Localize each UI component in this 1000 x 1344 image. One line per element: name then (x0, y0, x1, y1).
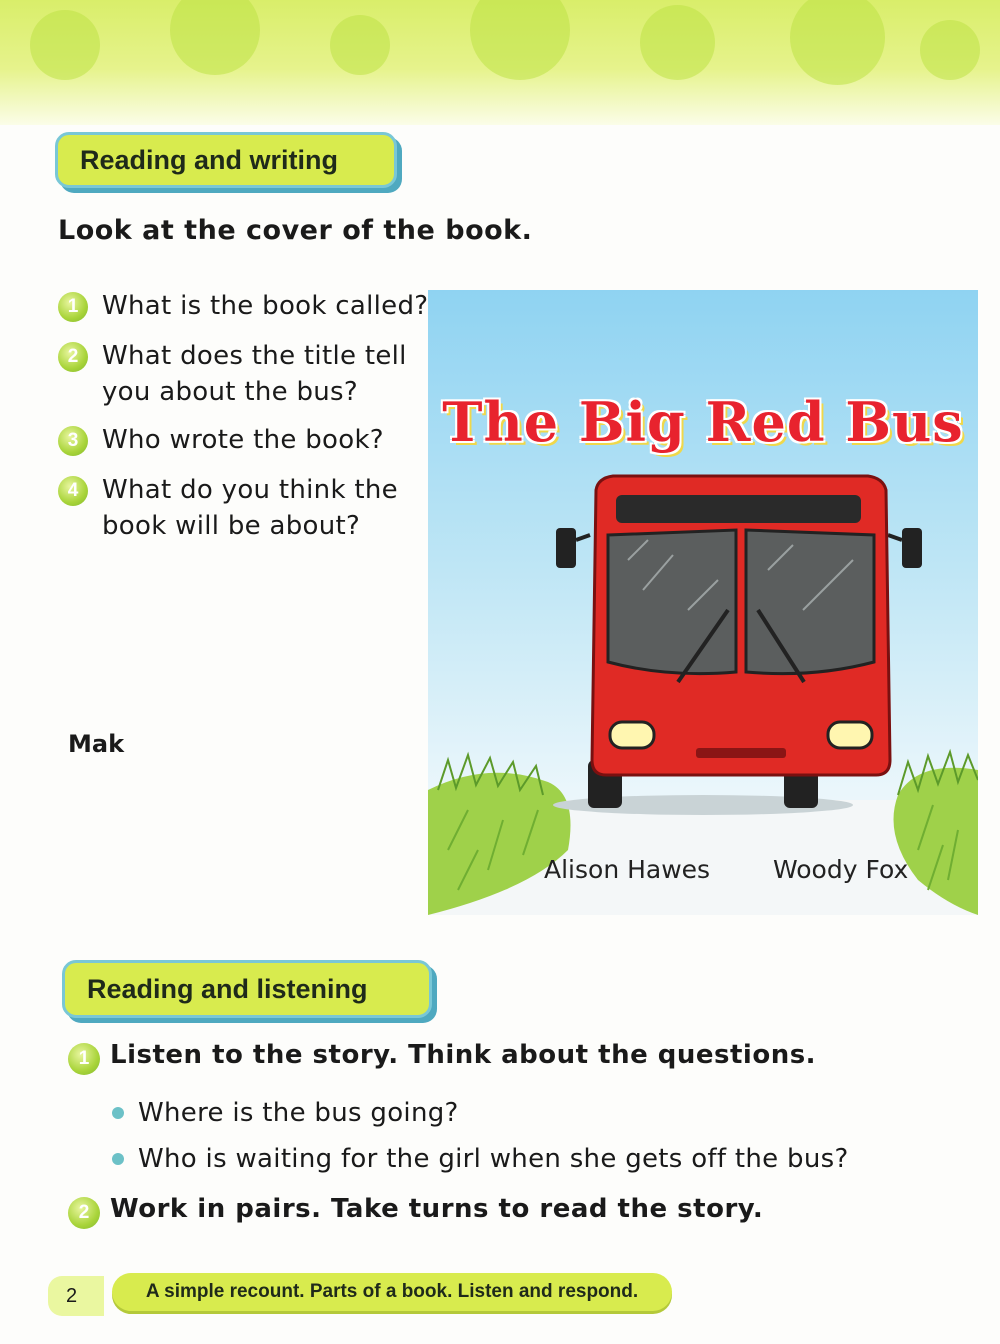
book-cover (428, 290, 978, 915)
footer-caption-text: A simple recount. Parts of a book. Listen and respond. (145, 1281, 639, 1302)
question-line: What does the title tell (102, 341, 407, 371)
footer-caption (112, 1273, 672, 1311)
page-number: 2 (48, 1276, 104, 1316)
decorative-bubble (790, 0, 885, 85)
decorative-bubble (920, 20, 980, 80)
bullet-question-1: Where is the bus going? (138, 1098, 459, 1128)
section-heading-reading-listening (62, 960, 432, 1018)
bullet-question-2: Who is waiting for the girl when she gets off the bus? (138, 1144, 849, 1174)
question-number-badge: 4 (58, 476, 88, 506)
section-heading-label: Reading and listening (87, 973, 368, 1004)
left-mirror (556, 528, 576, 568)
front-grille (696, 748, 786, 758)
decorative-bubble (330, 15, 390, 75)
right-headlight (828, 722, 872, 748)
windscreen-left (608, 530, 736, 674)
question-4 (102, 472, 398, 544)
task-1: Listen to the story. Think about the questions. (110, 1040, 817, 1070)
question-3 (102, 422, 384, 458)
section-heading-label: Reading and writing (80, 144, 339, 175)
question-line: Who wrote the book? (102, 425, 384, 455)
question-number-badge: 1 (58, 292, 88, 322)
cover-author: Alison Hawes (544, 855, 711, 884)
question-line: What is the book called? (102, 291, 429, 321)
cover-instruction: Look at the cover of the book. (58, 215, 533, 246)
decorative-bubble (170, 0, 260, 75)
top-decorative-band (0, 0, 1000, 125)
task-number-badge: 2 (68, 1197, 100, 1229)
bullet-dot (112, 1153, 124, 1165)
task-2: Work in pairs. Take turns to read the story. (110, 1194, 764, 1224)
bus-illustration (428, 290, 978, 915)
section-heading-reading-writing (55, 132, 397, 188)
destination-sign (616, 495, 861, 523)
decorative-bubble (30, 10, 100, 80)
question-1 (102, 288, 428, 324)
question-number-badge: 2 (58, 342, 88, 372)
task-number-badge: 1 (68, 1043, 100, 1075)
decorative-bubble (640, 5, 715, 80)
question-2 (102, 338, 407, 410)
question-line: you about the bus? (102, 377, 358, 407)
bullet-dot (112, 1107, 124, 1119)
cover-illustrator: Woody Fox (773, 855, 909, 884)
question-line: book will be about? (102, 511, 361, 541)
question-number-badge: 3 (58, 426, 88, 456)
partial-text: Mak (68, 730, 125, 758)
decorative-bubble (470, 0, 570, 80)
left-headlight (610, 722, 654, 748)
right-mirror (902, 528, 922, 568)
question-line: What do you think the (102, 475, 398, 505)
book-title: The Big Red Bus (442, 390, 964, 454)
